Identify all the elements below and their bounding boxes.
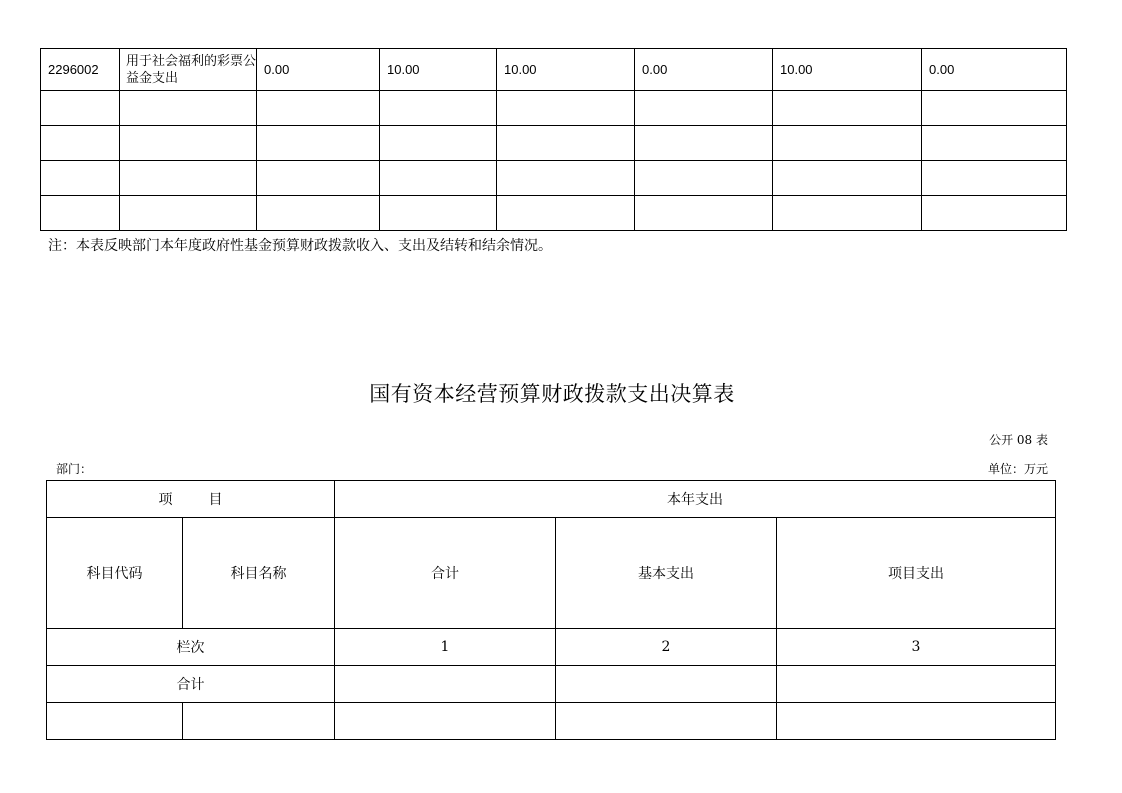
item-header: 项目 [47,481,335,518]
total-row-label: 合计 [47,666,335,703]
total-header: 合计 [335,518,556,629]
project-expense-header: 项目支出 [777,518,1056,629]
value-cell: 0.00 [257,49,380,91]
column-index-label: 栏次 [47,629,335,666]
column-index: 2 [556,629,777,666]
value-cell: 0.00 [635,49,773,91]
column-index: 3 [777,629,1056,666]
value-cell: 0.00 [922,49,1067,91]
department-label: 部门： [56,462,93,476]
name-header: 科目名称 [183,518,335,629]
subject-code-cell: 2296002 [41,49,120,91]
page-title: 国有资本经营预算财政拨款支出决算表 [369,382,735,406]
empty-row [47,703,1056,740]
empty-row [41,196,1067,231]
value-cell: 10.00 [773,49,922,91]
state-capital-budget-table [46,480,1056,740]
code-header: 科目代码 [47,518,183,629]
header-row [47,481,1056,518]
form-number: 公开 08 表 [989,433,1048,447]
value-cell: 10.00 [380,49,497,91]
column-index-row [47,629,1056,666]
empty-row [41,91,1067,126]
current-year-header: 本年支出 [335,481,1056,518]
header-row [47,518,1056,629]
column-index: 1 [335,629,556,666]
value-cell: 10.00 [497,49,635,91]
fund-budget-table-continued [40,48,1067,231]
table-row [41,49,1067,91]
empty-row [41,126,1067,161]
subject-name-cell: 用于社会福利的彩票公益金支出 [120,49,257,91]
unit-label: 单位：万元 [987,462,1048,476]
basic-expense-header: 基本支出 [556,518,777,629]
total-row [47,666,1056,703]
empty-row [41,161,1067,196]
table-note: 注：本表反映部门本年度政府性基金预算财政拨款收入、支出及结转和结余情况。 [48,238,552,254]
